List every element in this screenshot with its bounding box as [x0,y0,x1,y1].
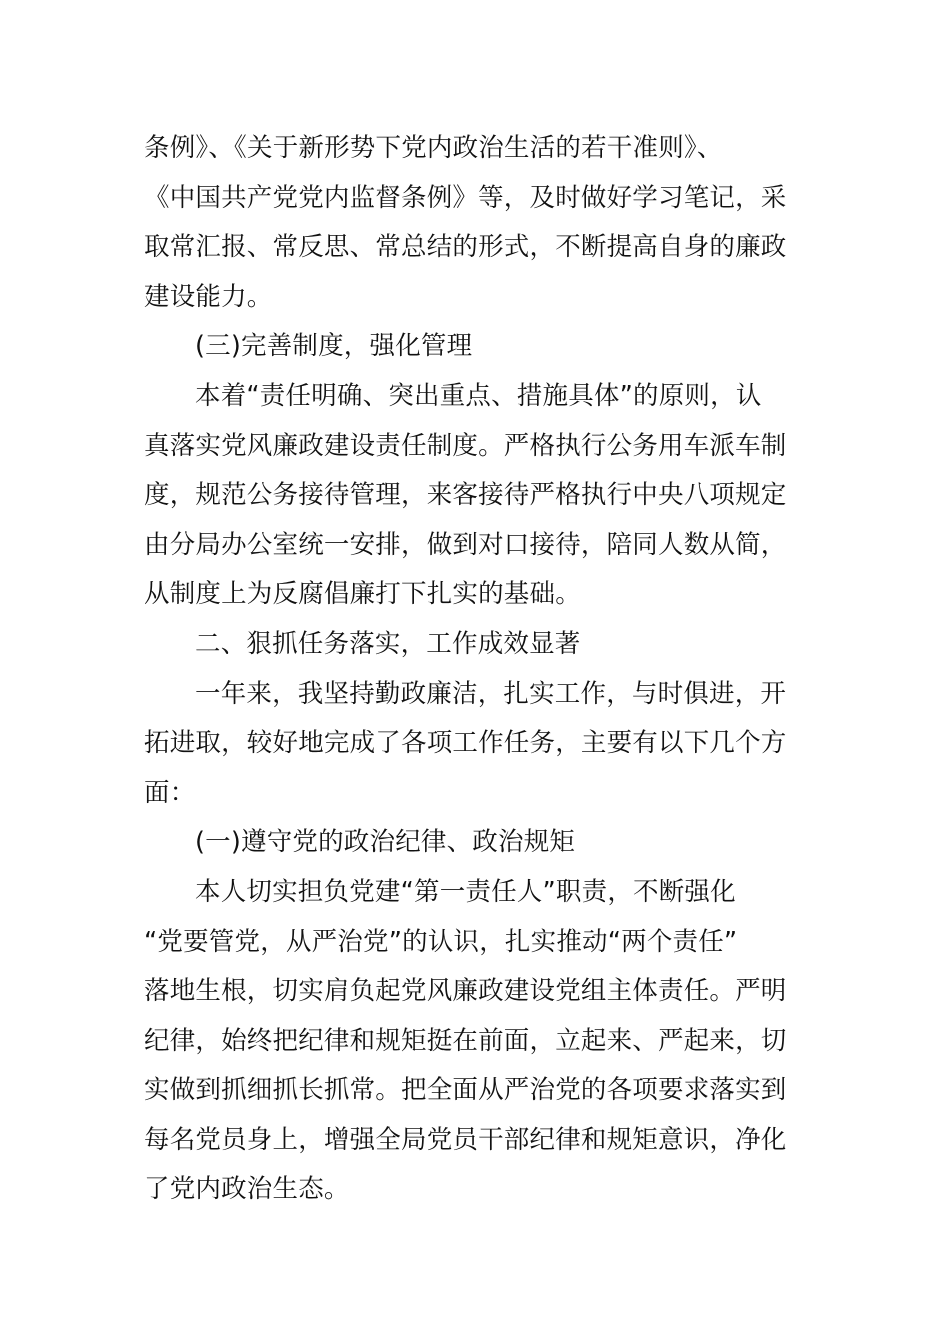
text-line: 纪律，始终把纪律和规矩挺在前面，立起来、严起来，切 [144,1025,787,1056]
section-heading: 二、狠抓任务落实，工作成效显著 [195,628,581,659]
text-line: 真落实党风廉政建设责任制度。严格执行公务用车派车制 [144,430,787,461]
text-line: 建设能力。 [144,281,273,312]
text-line: 每名党员身上，增强全局党员干部纪律和规矩意识，净化 [144,1124,787,1155]
text-line: 了党内政治生态。 [144,1174,350,1205]
paragraph-first-line: 一年来，我坚持勤政廉洁，扎实工作，与时俱进，开 [195,678,787,709]
text-line: 度，规范公务接待管理，来客接待严格执行中央八项规定 [144,480,787,511]
text-line: 从制度上为反腐倡廉打下扎实的基础。 [144,579,581,610]
section-heading: (三)完善制度，强化管理 [195,331,473,362]
paragraph-first-line: 本着“责任明确、突出重点、措施具体”的原则，认 [195,380,762,411]
text-line: 实做到抓细抓长抓常。把全面从严治党的各项要求落实到 [144,1075,787,1106]
text-line: 《中国共产党党内监督条例》等，及时做好学习笔记，采 [144,182,787,213]
text-line: 落地生根，切实肩负起党风廉政建设党组主体责任。严明 [144,976,787,1007]
text-line: 面： [144,777,196,808]
paragraph-first-line: 本人切实担负党建“第一责任人”职责，不断强化 [195,876,736,907]
text-line: 取常汇报、常反思、常总结的形式，不断提高自身的廉政 [144,232,787,263]
text-line: 条例》、《关于新形势下党内政治生活的若干准则》、 [144,133,723,163]
document-body [144,124,806,1215]
text-line: 拓进取，较好地完成了各项工作任务，主要有以下几个方 [144,728,787,759]
text-line: 由分局办公室统一安排，做到对口接待，陪同人数从简， [144,529,787,560]
section-heading: (一)遵守党的政治纪律、政治规矩 [195,827,576,858]
text-line: “党要管党，从严治党”的认识，扎实推动“两个责任” [144,926,738,957]
